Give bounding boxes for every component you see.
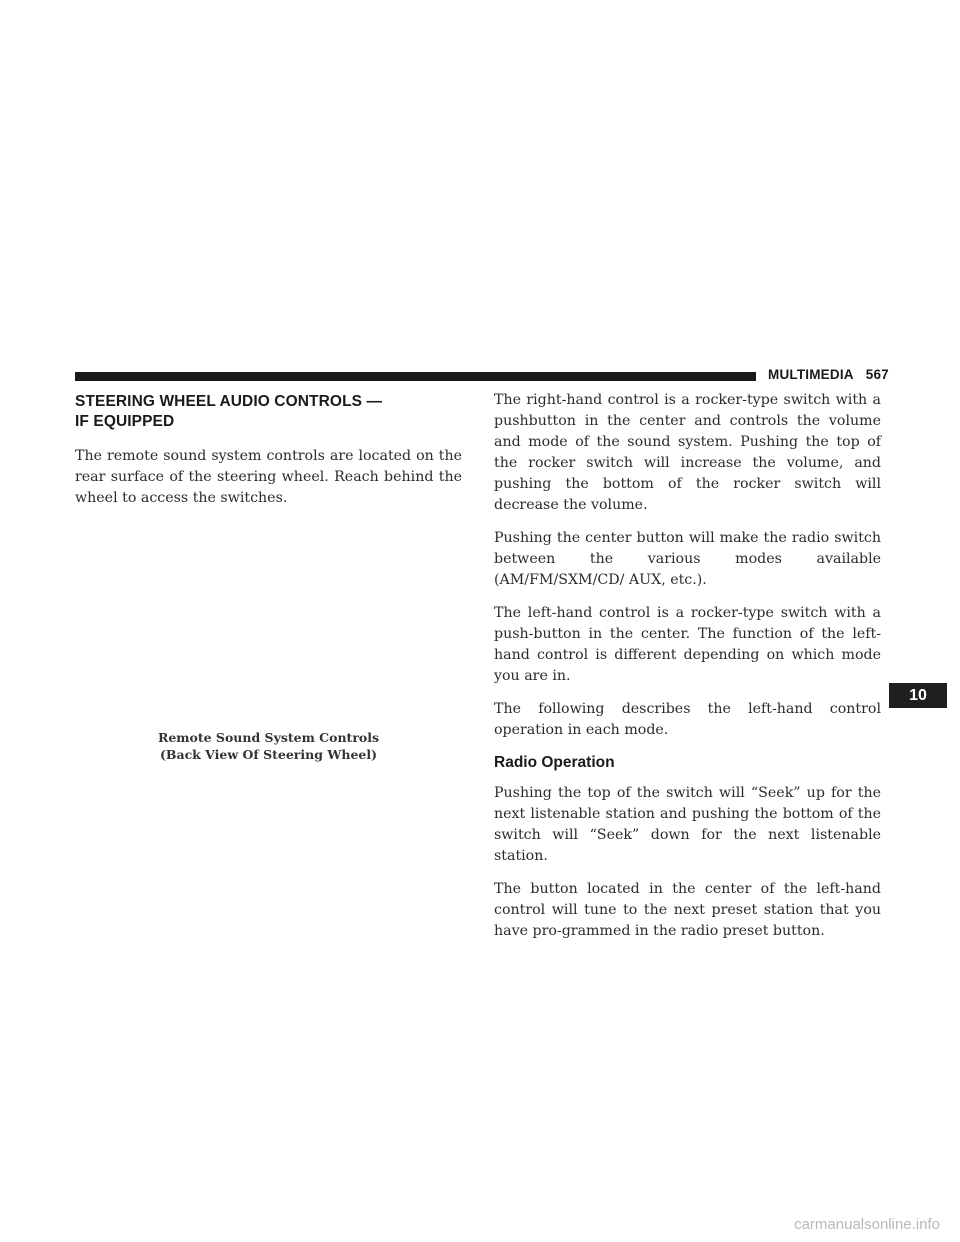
running-header: [768, 367, 889, 382]
watermark: carmanualsonline.info: [794, 1216, 940, 1233]
chapter-tab: 10: [889, 683, 947, 708]
heading-line-2: IF EQUIPPED: [75, 413, 175, 430]
section-title: MULTIMEDIA: [768, 367, 854, 382]
right-column: [494, 390, 881, 954]
body-paragraph: The right-hand control is a rocker-type switch with a pushbutton in the center and controls the volume and mode of the sound system. Pushing the top of the rocker switch will increase the volume, and pushing the bottom of the rocker switch will decrease the volume.: [494, 392, 881, 513]
intro-paragraph: The remote sound system controls are located on the rear surface of the steering wheel. Reach behind the wheel to access the switches.: [75, 448, 462, 506]
body-paragraph: The left-hand control is a rocker-type switch with a push-button in the center. The function of the left-hand control is different depending on which mode you are in.: [494, 605, 881, 684]
body-paragraph: Pushing the top of the switch will “Seek” up for the next listenable station and pushing the bottom of the switch will “Seek” down for the next listenable station.: [494, 785, 881, 864]
radio-operation-heading: Radio Operation: [494, 754, 615, 771]
body-paragraph: The button located in the center of the left-hand control will tune to the next preset station that you have pro-grammed in the radio preset button.: [494, 881, 881, 939]
heading-line-1: STEERING WHEEL AUDIO CONTROLS —: [75, 393, 383, 410]
header-rule: [75, 372, 756, 381]
caption-line-1: Remote Sound System Controls: [157, 730, 380, 745]
caption-line-2: (Back View Of Steering Wheel): [159, 747, 378, 762]
body-paragraph: Pushing the center button will make the radio switch between the various modes available (AM/FM/SXM/CD/ AUX, etc.).: [494, 530, 881, 588]
section-heading: [75, 392, 462, 432]
body-paragraph: The following describes the left-hand control operation in each mode.: [494, 701, 881, 738]
figure-image-area: [75, 500, 462, 725]
page-number: 567: [865, 367, 889, 382]
figure-caption: [75, 729, 462, 763]
